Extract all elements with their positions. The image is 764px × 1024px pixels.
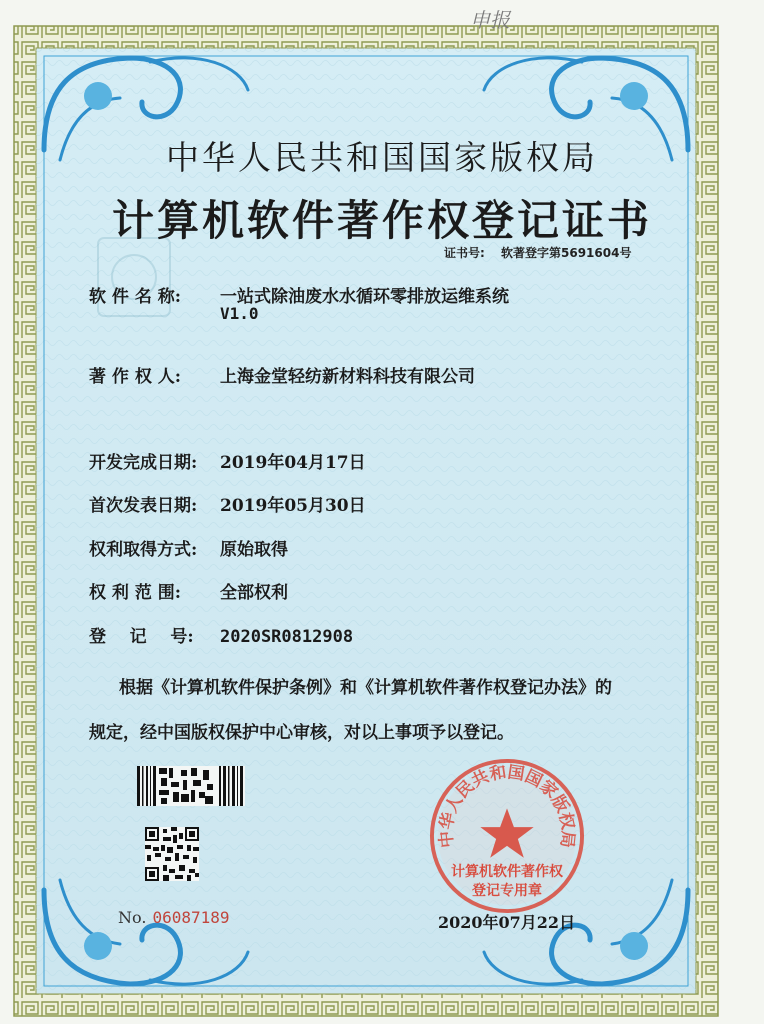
seal-inner-line-2: 登记专用章 <box>472 883 542 899</box>
field-value: 上海金堂轻纺新材料科技有限公司 <box>220 367 475 387</box>
handwritten-note: 申报 <box>470 8 510 32</box>
field-label: 登 记 号: <box>89 627 194 647</box>
statement-line-1: 根据《计算机软件保护条例》和《计算机软件著作权登记办法》的 <box>119 678 612 698</box>
field-label: 著 作 权 人: <box>89 367 182 387</box>
field-label: 软 件 名 称: <box>89 287 182 307</box>
certificate-number-value: 软著登字第5691604号 <box>501 246 632 260</box>
issue-date: 2020年07月22日 <box>438 913 576 932</box>
field-copyright-owner <box>89 362 475 387</box>
certificate-title: 计算机软件著作权登记证书 <box>111 196 652 245</box>
serial-value: 06087189 <box>152 908 230 927</box>
serial-label: No. <box>118 908 147 927</box>
issuing-authority: 中华人民共和国国家版权局 <box>166 138 598 177</box>
software-version: V1.0 <box>220 304 259 323</box>
svg-text:中华人民共和国国家版权局: 中华人民共和国国家版权局 <box>435 761 579 849</box>
certificate-number <box>444 244 631 261</box>
field-rights-scope <box>89 578 288 603</box>
field-acquisition-method <box>89 535 288 560</box>
field-label: 开发完成日期: <box>89 453 198 473</box>
seal-inner-line-1: 计算机软件著作权 <box>451 864 563 880</box>
serial-number <box>118 908 230 927</box>
field-value: 2020SR0812908 <box>220 627 354 647</box>
field-value: 原始取得 <box>220 540 288 560</box>
barcode <box>137 766 245 806</box>
field-value: 全部权利 <box>220 583 288 603</box>
qr-code <box>145 827 199 881</box>
certificate-number-label: 证书号: <box>444 246 485 260</box>
field-label: 首次发表日期: <box>89 496 198 516</box>
field-software-name <box>89 282 509 307</box>
field-development-date <box>89 448 366 473</box>
field-value: 一站式除油废水水循环零排放运维系统 <box>220 287 509 307</box>
field-value: 2019年05月30日 <box>220 496 366 516</box>
bottom-left-ornament-icon <box>44 880 248 984</box>
statement-line-2: 规定，经中国版权保护中心审核，对以上事项予以登记。 <box>89 723 514 743</box>
field-publication-date <box>89 491 366 516</box>
field-registration-number <box>89 622 353 647</box>
field-value: 2019年04月17日 <box>220 453 366 473</box>
field-label: 权利取得方式: <box>89 540 198 560</box>
field-label: 权 利 范 围: <box>89 583 182 603</box>
